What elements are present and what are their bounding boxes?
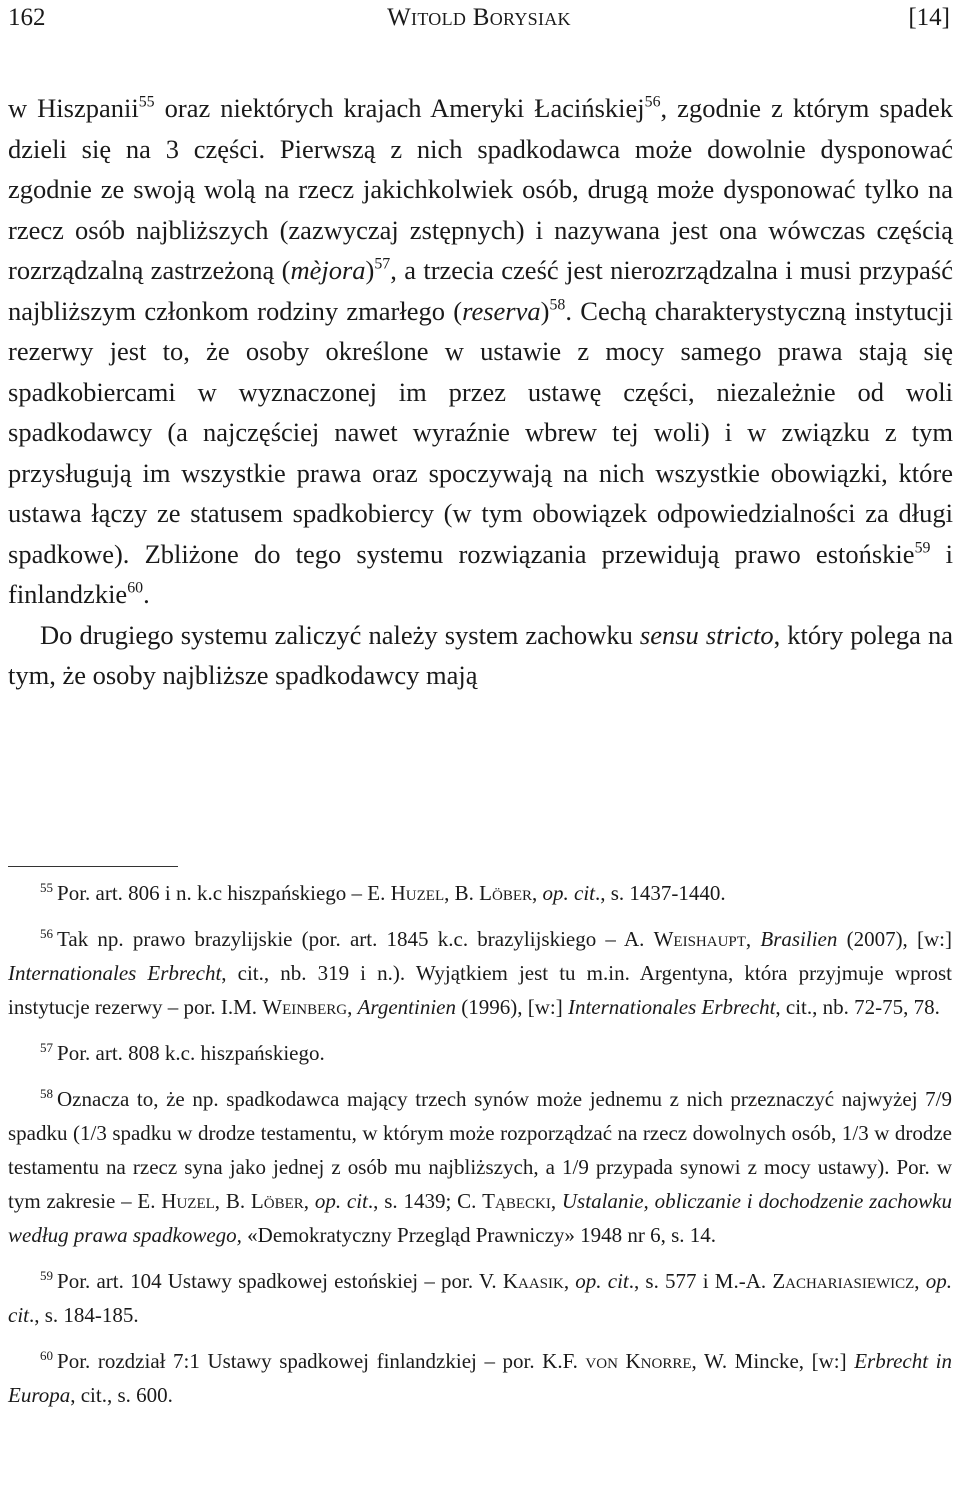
text-run: oraz niektórych krajach Ameryki Łacińskiej bbox=[154, 93, 645, 123]
text-run: ., s. 1437-1440. bbox=[595, 881, 726, 905]
footnote-55 bbox=[8, 876, 952, 910]
paragraph bbox=[8, 88, 953, 615]
page-header bbox=[8, 4, 950, 36]
text-run: , cit., nb. 72-75, 78. bbox=[775, 995, 940, 1019]
text-run: , który polega na tym, że osoby najbliższe spadkodawcy mają bbox=[8, 619, 953, 690]
author-name: von Knorre bbox=[585, 1349, 692, 1373]
footnote-divider bbox=[8, 866, 178, 867]
text-run: (1996), [w:] bbox=[455, 995, 568, 1019]
text-run: , bbox=[550, 1189, 562, 1213]
text-run: Por. art. 104 Ustawy spadkowej estońskiej – por. V. bbox=[57, 1269, 503, 1293]
italic-text: Internationales Erbrecht bbox=[8, 961, 222, 985]
text-run: (2007), [w:] bbox=[837, 927, 952, 951]
footnote-58 bbox=[8, 1082, 952, 1252]
text-run: Do drugiego systemu zaliczyć należy system zachowku bbox=[40, 619, 640, 650]
italic-text: op. cit bbox=[8, 1269, 952, 1327]
italic-text: Ustalanie, obliczanie i dochodzenie zachowku według prawa spadkowego, bbox=[8, 1189, 952, 1247]
text-run: , bbox=[745, 927, 761, 951]
italic-text: reserva bbox=[462, 295, 541, 326]
text-run: , cit., s. 600. bbox=[70, 1383, 173, 1407]
text-run: w Hiszpanii bbox=[8, 93, 139, 123]
italic-text: sensu stricto bbox=[639, 619, 774, 650]
author-name: Weinberg bbox=[262, 995, 348, 1019]
footnote-56 bbox=[8, 922, 952, 1024]
footnote-reference: 59 bbox=[914, 539, 931, 557]
footnote-60 bbox=[8, 1344, 952, 1412]
text-run: ) bbox=[365, 255, 375, 285]
footnote-number: 58 bbox=[40, 1086, 54, 1102]
text-run: , B. bbox=[444, 881, 480, 905]
footnote-number: 60 bbox=[40, 1348, 54, 1364]
text-run: , W. Mincke, [w:] bbox=[691, 1349, 855, 1373]
footnote-number: 55 bbox=[40, 880, 54, 896]
footnote-reference: 55 bbox=[138, 93, 155, 111]
footnote-number: 57 bbox=[40, 1040, 54, 1056]
text-run: Por. art. 808 k.c. hiszpańskiego. bbox=[57, 1041, 325, 1065]
author-name: Tąbecki bbox=[482, 1189, 551, 1213]
author-name: Weishaupt bbox=[653, 927, 746, 951]
paragraph bbox=[8, 615, 953, 696]
text-run: Por. art. 806 i n. k.c hiszpańskiego – E. bbox=[57, 881, 391, 905]
italic-text: Brasilien bbox=[760, 927, 838, 951]
footnote-number: 59 bbox=[40, 1268, 54, 1284]
main-text bbox=[8, 88, 953, 696]
author-name: Löber bbox=[250, 1189, 304, 1213]
text-run: , bbox=[347, 995, 358, 1019]
footnote-number: 56 bbox=[40, 926, 54, 942]
italic-text: op. cit bbox=[575, 1269, 629, 1293]
text-run: Por. rozdział 7:1 Ustawy spadkowej finlandzkiej – por. K.F. bbox=[57, 1349, 586, 1373]
text-run: ., s. 184-185. bbox=[29, 1303, 139, 1327]
italic-text: Argentinien bbox=[357, 995, 456, 1019]
text-run: . Cechą charakterystyczną instytucji rezerwy jest to, że osoby określone w ustawie z mocy samego prawa stają się spadkobiercami w wyznaczonej im przez ustawę części, niezależnie od woli spadkodawcy (a najczęściej nawet wyraźnie wbrew tej woli) i w związku z tym przysługują im wszystkie prawa oraz spoczywają na nich wszystkie obowiązki, które ustawa łączy ze statusem spadkobiercy (w tym obowiązek odpowiedzialności za długi spadkowe). Zbliżone do tego systemu rozwiązania przewidują prawo estońskie bbox=[8, 295, 953, 569]
text-run: , a trzecia cześć jest nierozrządzalna i musi przypaść najbliższym członkom rodziny zmarłego ( bbox=[8, 255, 953, 326]
text-run: , cit., nb. 319 i n.). Wyjątkiem jest tu m.in. Argentyna, która przyjmuje wprost instytucje rezerwy – por. I.M. bbox=[8, 961, 953, 1019]
italic-text: op. cit bbox=[314, 1189, 368, 1213]
text-run: Tak np. prawo brazylijskie (por. art. 1845 k.c. brazylijskiego – A. bbox=[57, 927, 654, 951]
running-head-author: Witold Borysiak bbox=[387, 4, 571, 31]
author-name: Kaasik bbox=[502, 1269, 564, 1293]
footnote-57 bbox=[8, 1036, 952, 1070]
text-run: . bbox=[143, 579, 150, 609]
text-run: , bbox=[303, 1189, 315, 1213]
italic-text: mèjora bbox=[290, 255, 366, 285]
text-run: «Demokratyczny Przegląd Prawniczy» 1948 nr 6, s. 14. bbox=[241, 1223, 717, 1247]
footnote-reference: 60 bbox=[127, 579, 144, 597]
text-run: Oznacza to, że np. spadkodawca mający trzech synów może jednemu z nich przeznaczyć najwyżej 7/9 spadku (1/3 spadku w drodze testamentu, w którym może rozporządzać na rzecz dowolnych osób, 1/3 w drodze testamentu na rzecz syna jako jednej z osób mu najbliższych, a 1/9 przypada synowi z mocy ustawy). Por. w tym zakresie – E. bbox=[8, 1087, 952, 1213]
italic-text: Internationales Erbrecht bbox=[567, 995, 776, 1019]
text-run: , bbox=[563, 1269, 576, 1293]
author-name: Huzel bbox=[161, 1189, 215, 1213]
text-run: , bbox=[532, 881, 543, 905]
footnote-reference: 57 bbox=[374, 255, 391, 273]
footnotes bbox=[8, 876, 952, 1424]
text-run: , zgodnie z którym spadek dzieli się na 3 części. Pierwszą z nich spadkodawca może dowolnie dysponować zgodnie ze swoją wolą na rzecz jakichkolwiek osób, drugą może dysponować tylko na rzecz osób najbliższych (zazwyczaj zstępnych) i nazywana jest ona wówczas częścią rozrządzalną zastrzeżoną ( bbox=[8, 93, 953, 285]
text-run: i finlandzkie bbox=[8, 538, 953, 609]
author-name: Huzel bbox=[390, 881, 445, 905]
section-marker: [14] bbox=[908, 4, 950, 31]
text-run: ) bbox=[540, 295, 550, 326]
text-run: , bbox=[914, 1269, 926, 1293]
italic-text: op. cit bbox=[542, 881, 595, 905]
footnote-59 bbox=[8, 1264, 952, 1332]
author-name: Zachariasiewicz bbox=[772, 1269, 915, 1293]
footnote-reference: 58 bbox=[549, 296, 566, 314]
page-number: 162 bbox=[8, 4, 46, 31]
text-run: ., s. 1439; C. bbox=[367, 1189, 483, 1213]
footnote-reference: 56 bbox=[644, 93, 661, 111]
author-name: Löber bbox=[479, 881, 532, 905]
text-run: ., s. 577 i M.-A. bbox=[628, 1269, 773, 1293]
italic-text: Erbrecht in Europa bbox=[8, 1349, 952, 1407]
text-run: , B. bbox=[214, 1189, 251, 1213]
